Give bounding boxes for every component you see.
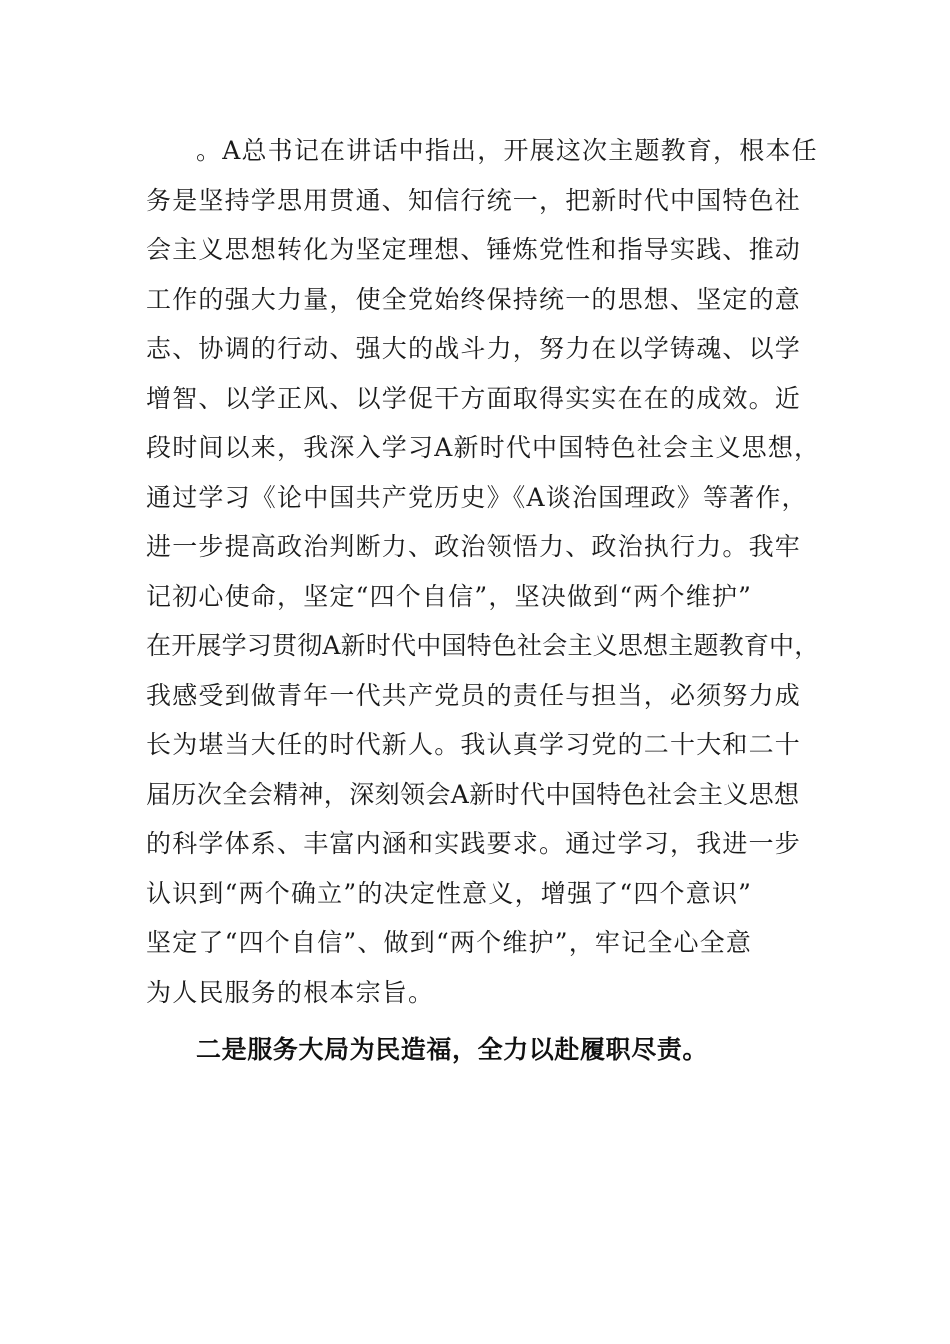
paragraph-line: 的科学体系、丰富内涵和实践要求。通过学习，我进一步	[146, 829, 802, 858]
body-paragraph	[146, 126, 826, 1017]
paragraph-line: 为人民服务的根本宗旨。	[146, 977, 435, 1007]
paragraph-line: 认识到“两个确立”的决定性意义，增强了“四个意识”	[146, 878, 753, 908]
paragraph-line: 届历次全会精神，深刻领会A新时代中国特色社会主义思想	[146, 779, 800, 809]
paragraph-line: 务是坚持学思用贯通、知信行统一，把新时代中国特色社	[146, 185, 802, 215]
paragraph-line: 。A总书记在讲话中指出，开展这次主题教育，根本任	[196, 136, 818, 165]
paragraph-line: 会主义思想转化为坚定理想、锤炼党性和指导实践、推动	[146, 235, 802, 264]
paragraph-line: 记初心使命，坚定“四个自信”，坚决做到“两个维护”	[146, 581, 753, 611]
paragraph-line: 在开展学习贯彻A新时代中国特色社会主义思想主题教育中，	[146, 631, 820, 660]
paragraph-line: 志、协调的行动、强大的战斗力，努力在以学铸魂、以学	[146, 334, 802, 363]
paragraph-line: 工作的强大力量，使全党始终保持统一的思想、坚定的意	[146, 284, 802, 314]
paragraph-line: 进一步提高政治判断力、政治领悟力、政治执行力。我牢	[146, 532, 802, 561]
paragraph-line: 我感受到做青年一代共产党员的责任与担当，必须努力成	[146, 680, 802, 710]
section-heading: 二是服务大局为民造福，全力以赴履职尽责。	[196, 1035, 709, 1064]
paragraph-line: 段时间以来，我深入学习A新时代中国特色社会主义思想，	[146, 433, 821, 462]
paragraph-line: 通过学习《论中国共产党历史》《A谈治国理政》等著作，	[146, 482, 808, 512]
paragraph-line: 长为堪当大任的时代新人。我认真学习党的二十大和二十	[146, 730, 802, 759]
paragraph-line: 增智、以学正风、以学促干方面取得实实在在的成效。近	[146, 383, 802, 413]
paragraph-line: 坚定了“四个自信”、做到“两个维护”，牢记全心全意	[146, 928, 753, 957]
